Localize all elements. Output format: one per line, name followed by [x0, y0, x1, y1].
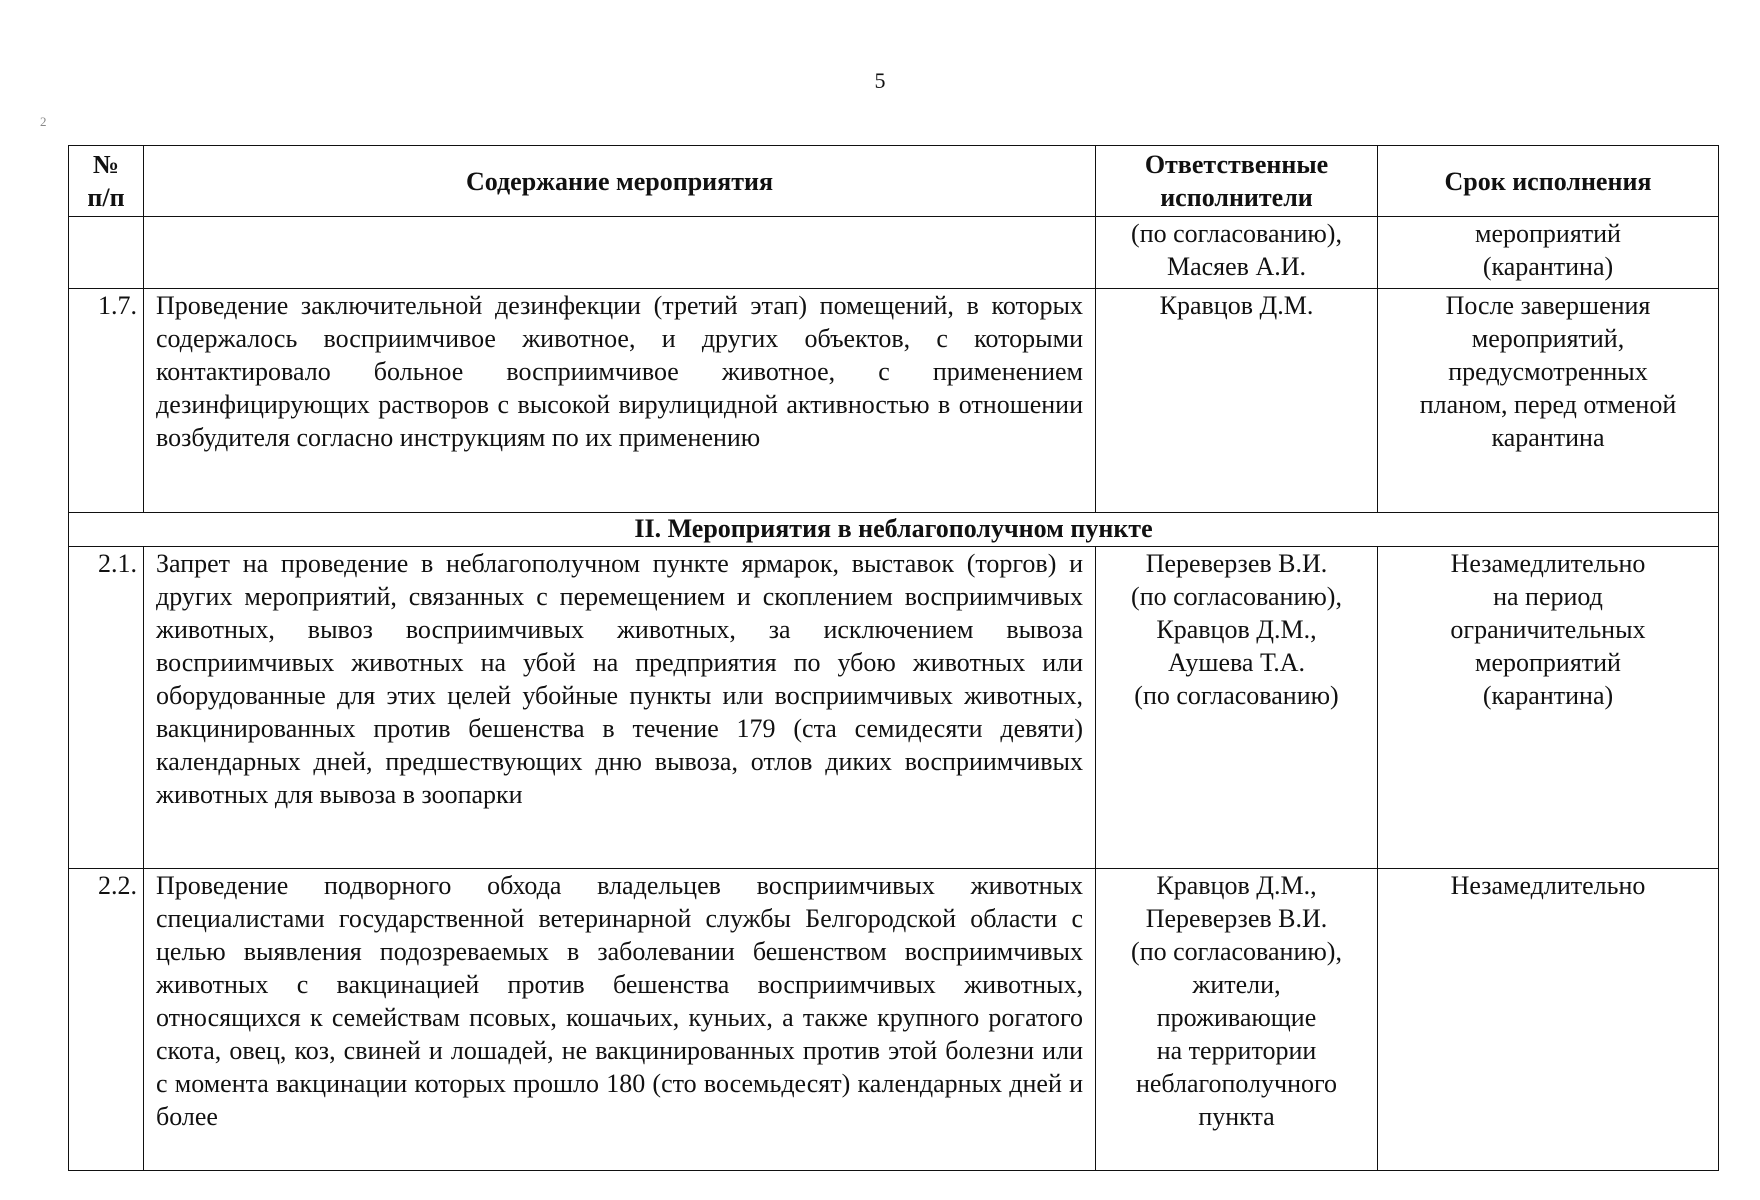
- term-line: мероприятий: [1475, 219, 1621, 248]
- responsible-line: (по согласованию),: [1131, 937, 1342, 966]
- responsible-line: (по согласованию): [1134, 681, 1339, 710]
- term-line: (карантина): [1482, 681, 1614, 710]
- row-term: [1378, 547, 1719, 869]
- responsible-line: Аушева Т.А.: [1167, 648, 1306, 677]
- term-line: После завершения: [1445, 291, 1651, 320]
- responsible-line: Масяев А.И.: [1166, 252, 1307, 281]
- responsible-line: неблагополучного: [1135, 1069, 1338, 1098]
- responsible-line: жители,: [1192, 970, 1281, 999]
- row-responsible: [1096, 289, 1378, 513]
- responsible-line: Кравцов Д.М.,: [1156, 871, 1317, 900]
- term-line: предусмотренных: [1448, 357, 1648, 386]
- table-row-2-2: [69, 869, 1719, 1171]
- row-number: 2.2.: [69, 869, 144, 1171]
- term-line: карантина: [1491, 423, 1605, 452]
- header-term: Срок исполнения: [1378, 146, 1719, 217]
- responsible-line: (по согласованию),: [1131, 219, 1342, 248]
- row-number: 1.7.: [69, 289, 144, 513]
- responsible-line: на территории: [1156, 1036, 1317, 1065]
- row-content: Проведение заключительной дезинфекции (третий этап) помещений, в которых содержалось восприимчивое животное, и других объектов, с которыми контактировало больное восприимчивое животное, с применением дезинфицирующих растворов с высокой вирулицидной активностью в отношении возбудителя согласно инструкциям по их применению: [144, 289, 1096, 513]
- term-line: мероприятий: [1475, 648, 1621, 677]
- table-row-1-7: [69, 289, 1719, 513]
- term-line: (карантина): [1482, 252, 1614, 281]
- term-line: ограничительных: [1450, 615, 1646, 644]
- responsible-line: Переверзев В.И.: [1145, 549, 1328, 578]
- term-line: мероприятий,: [1471, 324, 1625, 353]
- row-content: Запрет на проведение в неблагополучном пункте ярмарок, выставок (торгов) и других мероприятий, связанных с перемещением и скоплением восприимчивых животных, вывоз восприимчивых животных, за исключением вывоза восприимчивых животных на убой на предприятия по убою животных или оборудованные для этих целей убойные пункты или восприимчивых животных, вакцинированных против бешенства в течение 179 (ста семидесяти девяти) календарных дней, предшествующих дню вывоза, отлов диких восприимчивых животных для вывоза в зоопарки: [144, 547, 1096, 869]
- row-term: [1378, 869, 1719, 1171]
- cell-term: [1378, 217, 1719, 289]
- table-row-continued: [69, 217, 1719, 289]
- responsible-line: пункта: [1198, 1102, 1275, 1131]
- responsible-line: проживающие: [1156, 1003, 1317, 1032]
- term-line: планом, перед отменой: [1419, 390, 1677, 419]
- row-term: [1378, 289, 1719, 513]
- header-content: Содержание мероприятия: [144, 146, 1096, 217]
- page-number: 5: [874, 68, 886, 93]
- section-heading-row: [69, 513, 1719, 547]
- section-title: II. Мероприятия в неблагополучном пункте: [69, 513, 1719, 547]
- responsible-line: (по согласованию),: [1131, 582, 1342, 611]
- row-responsible: [1096, 869, 1378, 1171]
- cell-num: [69, 217, 144, 289]
- header-num: № п/п: [69, 146, 144, 217]
- row-number: 2.1.: [69, 547, 144, 869]
- term-line: Незамедлительно: [1450, 549, 1646, 578]
- term-line: Незамедлительно: [1450, 871, 1646, 900]
- row-content: Проведение подворного обхода владельцев восприимчивых животных специалистами государственной ветеринарной службы Белгородской области с целью выявления подозреваемых в заболевании бешенством восприимчивых животных с вакцинацией против бешенства восприимчивых животных, относящихся к семействам псовых, кошачьих, куньих, а также крупного рогатого скота, овец, коз, свиней и лошадей, не вакцинированных против этой болезни или с момента вакцинации которых прошло 180 (сто восемьдесят) календарных дней и более: [144, 869, 1096, 1171]
- table-row-2-1: [69, 547, 1719, 869]
- responsible-line: Переверзев В.И.: [1145, 904, 1328, 933]
- plan-table: [68, 145, 1719, 1171]
- header-responsible: Ответственные исполнители: [1096, 146, 1378, 217]
- cell-responsible: [1096, 217, 1378, 289]
- header-row: [69, 146, 1719, 217]
- responsible-line: Кравцов Д.М.,: [1156, 615, 1317, 644]
- margin-mark: 2: [40, 114, 47, 129]
- term-line: на период: [1493, 582, 1603, 611]
- cell-content: [144, 217, 1096, 289]
- responsible-line: Кравцов Д.М.: [1159, 291, 1314, 320]
- row-responsible: [1096, 547, 1378, 869]
